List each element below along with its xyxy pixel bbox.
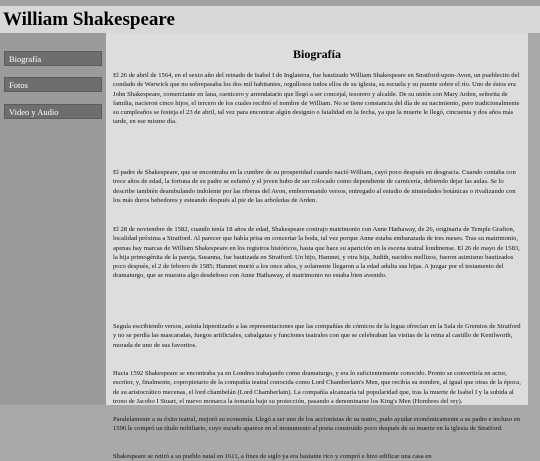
paragraph-2: El padre de Shakespeare, que se encontraba en la cumbre de su prosperidad cuando nació William, cayó poco después en desgracia. Cuando contaba con trece años de edad, la fortuna de su padre se esfumó y el joven hubo de ser colocado como dependiente de carnicería, debiendo dejar las aulas. Se lo describe también deambulando indolente por las riberas del Avon, emborronando versos, entregado al estudio de nimiedades botánicas o rivalizando con los más duros bebedores y esteando después al pie de las arboledas de Arden. [113,169,516,204]
sidebar-item-video-audio[interactable]: Video y Audio [4,104,102,119]
paragraph-1: El 26 de abril de 1564, en el sexto año del reinado de Isabel I de Inglaterra, fue bautizado William Shakespeare en Stratford-upon-Avon, un pueblecito del condado de Warwick que no sobrepasaba los dos mil habitantes, orgullosos todos ellos de su iglesia, su escuela y su puente sobre el río. Uno de éstos era John Shakespeare, comerciante en lana, carnicero y arrendatario que llegó a ser concejal, tesorero y alcalde. De su unión con Mary Arden, señorita de familia, nacieron cinco hijos, el tercero de los cuales recibió el nombre de William. No se tiene constancia del día de su nacimiento, pero tradicionalmente su cumpleaños se festeja el 23 de abril, tal vez para encontrar algún designio o fatalidad en la fecha, ya que la muerte le llegó, cincuenta y dos años más tarde, en ese mismo día. [113,72,520,126]
paragraph-7: Shakespeare se retiró a su pueblo natal en 1611, a fines de siglo ya era bastante rico y compró e hizo edificar una casa en [113,453,432,460]
sidebar-nav [0,33,106,405]
sidebar-item-biografia[interactable]: Biografía [4,51,102,66]
paragraph-6: Paralelamente a su éxito teatral, mejoró su economía. Llegó a ser uno de los accionistas de su teatro, pudo ayudar económicamente a su padre e incluso en 1596 le compró un título nobiliario, cuyo escudo aparece en el monumento al poeta construido poco después de su muerte en la iglesia de Stratford. [113,416,521,433]
site-title: William Shakespeare [3,9,175,30]
paragraph-4: Seguía escribiendo versos, asistía hipnotizado a las representaciones que las compañías de cómicos de la legua ofrecían en la Sala de Gremios de Stratford y no se perdía las mascaradas, fuegos artificiales, cabalgatas y funciones teatrales con que se celebraban las visitas de la reina al castillo de Kenilworth, morada de uno de sus favoritos. [113,323,521,349]
paragraph-3: El 28 de noviembre de 1582, cuando tenía 18 años de edad, Shakespeare contrajo matrimonio con Anne Hathaway, de 26, originaria de Temple Grafton, localidad próxima a Stratford. Al parecer que había prisa en concertar la boda, tal vez porque Anne estaba embarazada de tres meses. Tras su matrimonio, apenas hay marcas de William Shakespeare en los registros históricos, hasta que hace su aparición en la escena teatral londinense. El 26 de mayo de 1583, la hija primogénita de la pareja, Susanna, fue bautizada en Stratford. Un hijo, Hamnet, y otra hija, Judith, nacidos mellizos, fueron asimismo bautizados poco después, el 2 de febrero de 1585; Hamnet murió a los once años, y solamente llegaron a la edad adulta sus hijas. A juzgar por el testamento del dramaturgo, que se muestra algo desdeñoso con Anne Hathaway, el matrimonio no estaba bien avenido. [113,226,520,280]
page-title: Biografía [293,47,341,61]
page-scrollbar[interactable] [528,33,540,405]
main-content [106,33,528,460]
sidebar-item-fotos[interactable]: Fotos [4,77,102,92]
paragraph-5: Hacia 1592 Shakespeare se encontraba ya en Londres trabajando como dramaturgo, y era lo suficientemente conocido. Pronto se convertiría en actor, escritor, y, finalmente, copropietario de la compañía teatral conocida como Lord Chamberlain's Men, que recibía su nombre, al igual que otras de la época, de su aristocrático mecenas, el lord chambelán (Lord Chamberlain). La compañía alcanzaría tal popularidad que, tras la muerte de Isabel I y la subida al trono de Jacobo I Stuart, el nuevo monarca la tomaría bajo su protección, pasando a denominarse los King's Men (Hombres del rey). [113,370,521,405]
header-top-stripe [0,0,540,6]
header-bar [0,0,540,33]
